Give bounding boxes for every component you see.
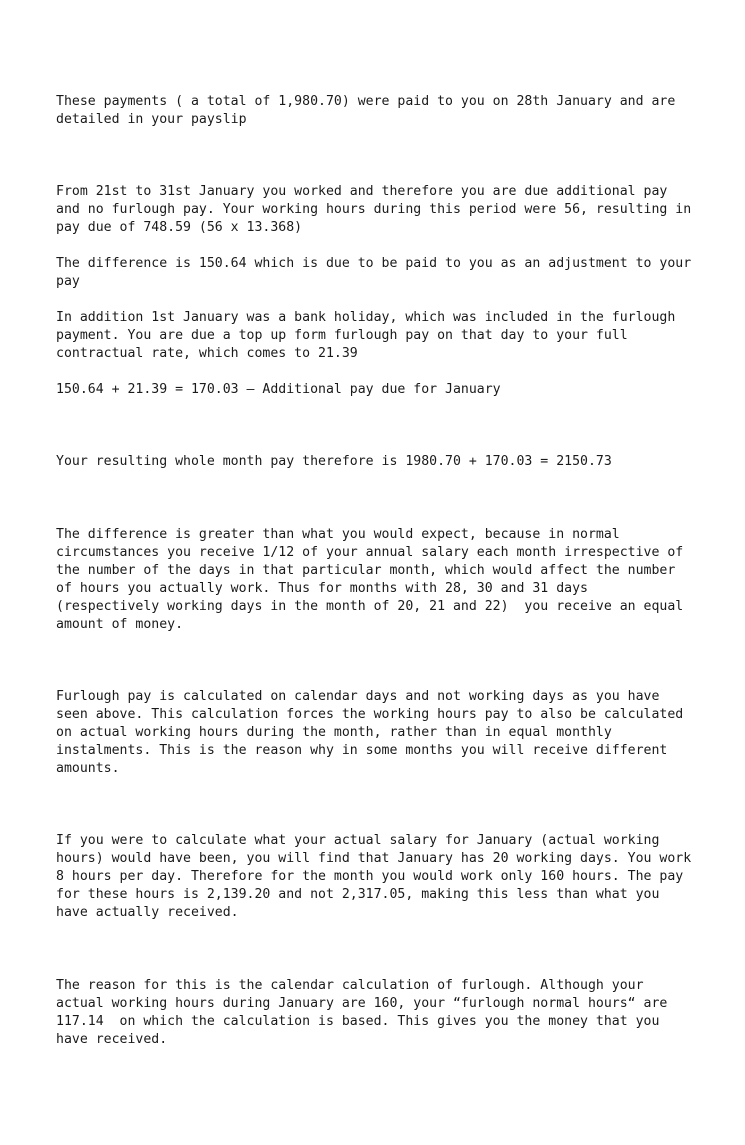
text-line: pay due of 748.59 (56 x 13.368) [56,220,303,235]
text-line: on actual working hours during the month, rather than in equal monthly [56,725,612,740]
text-line: These payments ( a total of 1,980.70) were paid to you on 28th January and are [56,94,676,109]
text-line: From 21st to 31st January you worked and therefore you are due additional pay [56,184,668,199]
text-line: instalments. This is the reason why in some months you will receive different [56,743,668,758]
text-line: Furlough pay is calculated on calendar days and not working days as you have [56,689,660,704]
text-line: payment. You are due a top up form furlough pay on that day to your full [56,328,628,343]
text-line: seen above. This calculation forces the working hours pay to also be calculated [56,707,684,722]
text-line: pay [56,274,80,289]
paragraph-reason-calendar-calc [56,977,667,1049]
paragraph-payments-total [56,93,675,129]
text-line: have received. [56,1032,168,1047]
text-line: contractual rate, which comes to 21.39 [56,346,358,361]
text-line: hours) would have been, you will find that January has 20 working days. You work [56,851,692,866]
text-line: the number of the days in that particular month, which would affect the number [56,563,676,578]
text-line: 8 hours per day. Therefore for the month you would work only 160 hours. The pay [56,869,684,884]
paragraph-working-period [56,183,691,237]
text-line: The difference is greater than what you would expect, because in normal [56,527,620,542]
text-line: and no furlough pay. Your working hours during this period were 56, resulting in [56,202,692,217]
text-line: 150.64 + 21.39 = 170.03 – Additional pay due for January [56,382,501,397]
text-line: amounts. [56,761,120,776]
text-line: The difference is 150.64 which is due to be paid to you as an adjustment to your [56,256,692,271]
paragraph-difference-explanation [56,526,683,634]
paragraph-additional-pay-sum [56,381,501,399]
text-line: actual working hours during January are 160, your “furlough normal hours“ are [56,996,668,1011]
text-line: for these hours is 2,139.20 and not 2,317.05, making this less than what you [56,887,660,902]
text-line: of hours you actually work. Thus for months with 28, 30 and 31 days [56,581,588,596]
paragraph-furlough-calendar-days [56,688,683,778]
paragraph-difference-adjustment [56,255,691,291]
paragraph-actual-salary-calc [56,832,691,922]
text-line: 117.14 on which the calculation is based. This gives you the money that you [56,1014,660,1029]
text-line: circumstances you receive 1/12 of your annual salary each month irrespective of [56,545,684,560]
text-line: detailed in your payslip [56,112,247,127]
text-line: The reason for this is the calendar calculation of furlough. Although your [56,978,644,993]
text-line: Your resulting whole month pay therefore is 1980.70 + 170.03 = 2150.73 [56,454,612,469]
text-line: (respectively working days in the month of 20, 21 and 22) you receive an equal [56,599,684,614]
text-line: have actually received. [56,905,239,920]
text-line: In addition 1st January was a bank holiday, which was included in the furlough [56,310,676,325]
paragraph-bank-holiday [56,309,675,363]
text-line: amount of money. [56,617,184,632]
text-line: If you were to calculate what your actual salary for January (actual working [56,833,660,848]
paragraph-whole-month-pay [56,453,612,471]
